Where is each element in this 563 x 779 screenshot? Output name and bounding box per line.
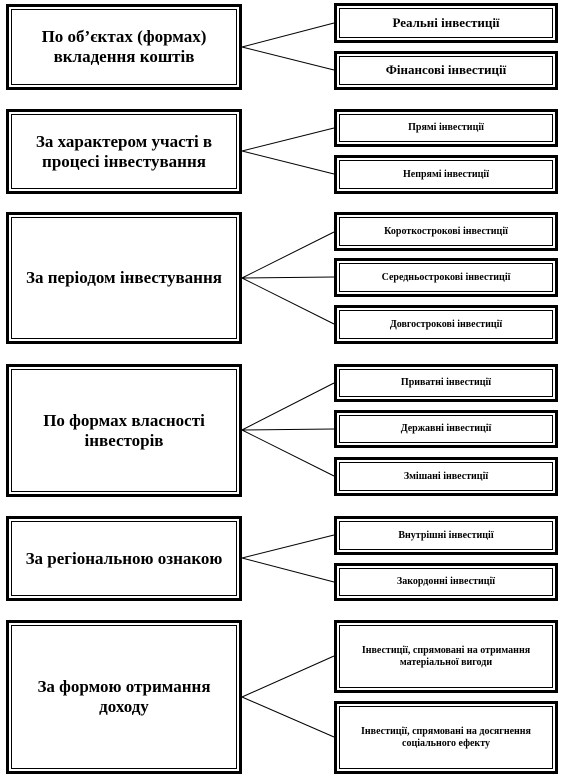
item-short-term-investments: Короткострокові інвестиції [334, 212, 558, 251]
connector-line-4-0 [242, 535, 334, 558]
connector-line-1-1 [242, 151, 334, 174]
category-by-income-form: За формою отримання доходу [6, 620, 242, 774]
item-state-investments: Державні інвестиції [334, 410, 558, 448]
connector-line-5-1 [242, 697, 334, 737]
category-by-ownership: По формах власності інвесторів [6, 364, 242, 497]
item-domestic-investments: Внутрішні інвестиції [334, 516, 558, 555]
category-by-objects: По об’єктах (формах) вкладення коштів [6, 4, 242, 90]
connector-line-1-0 [242, 128, 334, 151]
item-real-investments: Реальні інвестиції [334, 3, 558, 43]
item-long-term-investments: Довгострокові інвестиції [334, 305, 558, 344]
item-social-effect-investments: Інвестиції, спрямовані на досягнення соціального ефекту [334, 701, 558, 774]
connector-line-3-1 [242, 429, 334, 430]
item-private-investments: Приватні інвестиції [334, 364, 558, 402]
category-by-participation: За характером участі в процесі інвестування [6, 109, 242, 194]
connector-line-0-0 [242, 23, 334, 47]
category-by-region: За регіональною ознакою [6, 516, 242, 601]
item-material-benefit-investments: Інвестиції, спрямовані на отримання матеріальної вигоди [334, 620, 558, 693]
connector-line-2-2 [242, 278, 334, 324]
connector-line-5-0 [242, 656, 334, 697]
item-mixed-investments: Змішані інвестиції [334, 457, 558, 496]
item-financial-investments: Фінансові інвестиції [334, 51, 558, 90]
connector-line-0-1 [242, 47, 334, 70]
item-direct-investments: Прямі інвестиції [334, 109, 558, 147]
item-medium-term-investments: Середньострокові інвестиції [334, 258, 558, 297]
connector-line-3-0 [242, 383, 334, 430]
connector-line-2-0 [242, 232, 334, 278]
item-indirect-investments: Непрямі інвестиції [334, 155, 558, 194]
connector-line-4-1 [242, 558, 334, 582]
category-by-period: За періодом інвестування [6, 212, 242, 344]
connector-line-3-2 [242, 430, 334, 476]
connector-line-2-1 [242, 277, 334, 278]
item-foreign-investments: Закордонні інвестиції [334, 563, 558, 601]
